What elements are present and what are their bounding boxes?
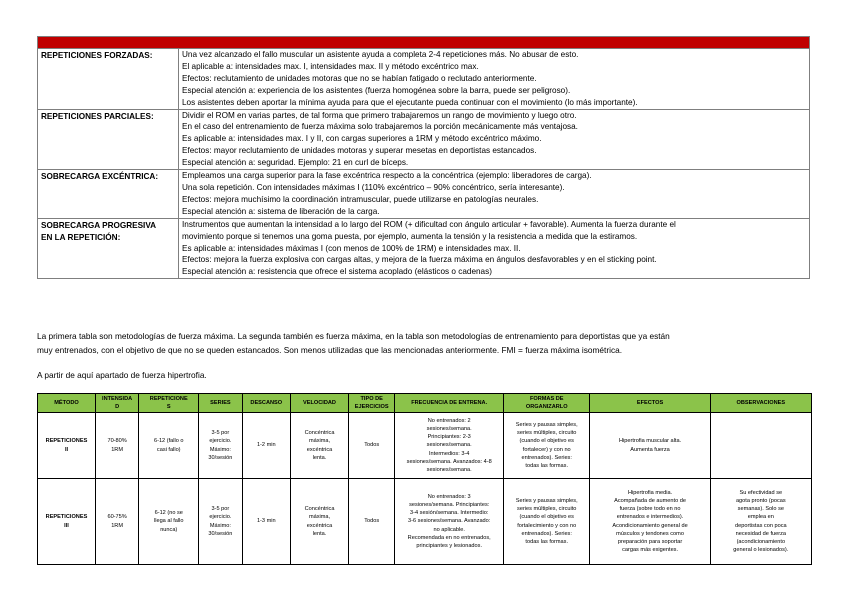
cell-line: Hipertrofia media. <box>627 489 673 496</box>
table-cell <box>710 479 811 565</box>
column-header <box>291 394 349 413</box>
method-label <box>38 49 179 110</box>
column-header <box>139 394 199 413</box>
method-label-line: REPETICIONES PARCIALES: <box>41 111 154 121</box>
cell-line: deportistas con poca <box>735 522 787 529</box>
method-label-line: SOBRECARGA PROGRESIVA <box>41 220 157 230</box>
method-row <box>38 218 810 279</box>
method-label <box>38 218 179 279</box>
cell-line: fortalecer) y con no <box>522 446 571 453</box>
table-cell <box>349 479 395 565</box>
cell-line: preparación para soportar <box>617 538 683 545</box>
cell-line: agota pronto (pocas <box>735 497 786 504</box>
cell-line: lenta. <box>312 454 327 461</box>
column-header <box>590 394 710 413</box>
table-cell <box>242 479 291 565</box>
description-line: Los asistentes deben aportar la mínima ayuda para que el ejecutante pueda continuar con el movimiento (lo más importante). <box>182 97 638 107</box>
cell-line: fuerza (sobre todo en no <box>619 506 681 513</box>
table-cell <box>199 413 242 479</box>
column-header-line: MÉTODO <box>54 399 79 406</box>
column-header-line: SERIES <box>210 399 231 406</box>
cell-line: Series y pausas simples, <box>515 497 578 504</box>
cell-line: Principiantes: 2-3 <box>427 434 471 441</box>
description-line: Una vez alcanzado el fallo muscular un asistente ayuda a completa 2-4 repeticiones más. No abusar de esto. <box>182 50 579 59</box>
cell-line: sesiones/semana. Avanzados: 4-8 <box>406 458 492 465</box>
cell-line: sesiones/semana. <box>426 425 472 432</box>
description-line: Efectos: reclutamiento de unidades motoras que no se habían fatigado o reclutado anteriormente. <box>182 73 537 83</box>
cell-line: casi fallo) <box>156 446 181 453</box>
table-cell <box>242 413 291 479</box>
table-cell <box>395 479 504 565</box>
column-header-line: FRECUENCIA DE ENTRENA. <box>411 399 488 406</box>
method-label-line: REPETICIONES FORZADAS: <box>41 51 153 60</box>
description-line: Efectos: mayor reclutamiento de unidades motoras y superar mesetas en deportistas estancados. <box>182 146 537 156</box>
cell-line: Concéntrica <box>304 506 335 513</box>
cell-line: 3-6 sesiones/semana. Avanzado: <box>408 518 491 525</box>
cell-line: Máximo: <box>209 446 231 453</box>
cell-line: lenta. <box>312 530 327 537</box>
description-line: Especial atención a: seguridad. Ejemplo: 21 en curl de bíceps. <box>182 158 409 168</box>
cell-line: REPETICIONES <box>45 438 88 445</box>
cell-line: 30/sesión <box>208 530 233 537</box>
method-row <box>38 49 810 110</box>
column-header <box>242 394 291 413</box>
method-description <box>179 49 810 110</box>
table-cell <box>349 413 395 479</box>
cell-line: series múltiples, circuito <box>517 430 577 437</box>
method-label-line: EN LA REPETICIÓN: <box>41 232 121 242</box>
cell-line: 30/sesión <box>208 454 233 461</box>
cell-line: 3-5 por <box>211 506 230 513</box>
cell-line: Acompañada de aumento de <box>614 497 686 504</box>
methods-table <box>37 36 810 279</box>
cell-line: II <box>64 446 69 453</box>
paragraph-line: muy entrenados, con el objetivo de que no se queden estancados. Son menos utilizadas que las mencionadas anteriormente. FMI = fuerza máxima isométrica. <box>37 345 623 355</box>
column-header <box>38 394 96 413</box>
method-label-line: SOBRECARGA EXCÉNTRICA: <box>41 172 159 182</box>
table-header-row <box>38 394 812 413</box>
column-header-line: EFECTOS <box>636 399 664 406</box>
cell-line: Concéntrica <box>304 430 335 437</box>
hypertrophy-table <box>37 393 812 565</box>
cell-line: sesiones/semana. Principiantes: <box>409 501 490 508</box>
method-description <box>179 109 810 170</box>
cell-line: entrenados e intermedios). <box>616 514 684 521</box>
cell-line: Todos <box>364 518 380 525</box>
column-header <box>504 394 590 413</box>
method-label <box>38 170 179 219</box>
table-cell <box>504 413 590 479</box>
table-row <box>38 413 812 479</box>
column-header-line: DESCANSO <box>250 399 283 406</box>
cell-line: músculos y tendones como <box>616 530 684 537</box>
table-cell <box>95 413 138 479</box>
description-line: Especial atención a: resistencia que ofrece el sistema acoplado (elásticos o cadenas) <box>182 267 492 277</box>
cell-line: principiantes y lesionados. <box>416 543 482 549</box>
description-line: Es aplicable a: intensidades max. I y II, con cargas superiores a 1RM y método excéntrico máximo. <box>182 134 542 144</box>
table-cell <box>504 479 590 565</box>
table-cell <box>590 479 710 565</box>
description-line: En el caso del entrenamiento de fuerza máxima solo trabajaremos la porción mecánicamente más ventajosa. <box>182 122 578 132</box>
cell-line: Acondicionamiento general de <box>612 522 688 529</box>
cell-line: Intermedios: 3-4 <box>428 450 470 457</box>
table-cell <box>395 413 504 479</box>
method-row <box>38 109 810 170</box>
cell-line: 6-12 (no se <box>154 510 183 517</box>
cell-line: llega al fallo <box>153 518 184 525</box>
table-header-bar <box>38 37 810 49</box>
table-cell <box>291 413 349 479</box>
cell-line: III <box>64 522 69 529</box>
table-cell <box>38 479 96 565</box>
cell-line: (acondicionamiento <box>736 538 786 545</box>
cell-line: 6-12 (fallo o <box>153 438 184 445</box>
cell-line: 70-80% <box>107 438 127 445</box>
column-header <box>199 394 242 413</box>
cell-line: nunca) <box>160 526 178 533</box>
cell-line: ejercicio. <box>209 514 232 521</box>
cell-line: No entrenados: 2 <box>427 417 471 424</box>
cell-line: entrenados). Series: <box>521 454 572 461</box>
cell-line: Recomendada en no entrenados, <box>407 534 491 541</box>
cell-line: REPETICIONES <box>45 514 88 521</box>
cell-line: cargas más exigentes. <box>622 547 679 554</box>
cell-line: series múltiples, circuito <box>517 506 577 513</box>
description-line: Instrumentos que aumentan la intensidad a lo largo del ROM (+ dificultad con ángulo articular + favorable). Aumenta la fuerza durante el <box>182 219 676 229</box>
table-cell <box>38 413 96 479</box>
table-cell <box>139 413 199 479</box>
cell-line: Todos <box>364 442 380 449</box>
cell-line: excéntrica <box>306 446 333 453</box>
method-row <box>38 170 810 219</box>
description-line: Una sola repetición. Con intensidades máximas I (110% excéntrico – 90% concéntrico, sería interesante). <box>182 182 565 192</box>
method-description <box>179 170 810 219</box>
column-header <box>95 394 138 413</box>
column-header <box>710 394 811 413</box>
cell-line: todas las formas. <box>525 462 569 469</box>
section-heading: A partir de aquí apartado de fuerza hipertrofia. <box>37 370 207 380</box>
column-header-line: S <box>166 404 171 410</box>
cell-line: 1RM <box>111 446 123 453</box>
description-paragraph <box>37 329 670 357</box>
table-cell <box>291 479 349 565</box>
cell-line: (cuando el objetivo es <box>519 514 574 521</box>
cell-line: semanas). Solo se <box>737 506 784 513</box>
cell-line: 1-2 min <box>256 442 276 449</box>
cell-line: no aplicable. <box>433 526 465 533</box>
cell-line: necesidad de fuerza <box>735 530 787 537</box>
description-line: Efectos: mejora muchísimo la coordinación intramuscular, puede utilizarse en patologías neurales. <box>182 194 539 204</box>
description-line: Efectos: mejora la fuerza explosiva con cargas altas, y mejora de la fuerza máxima en ángulos desfavorables y en el sticking point. <box>182 255 657 265</box>
cell-line: excéntrica <box>306 522 333 529</box>
cell-line: máxima, <box>308 438 331 445</box>
cell-line: 1-3 min <box>256 518 276 525</box>
cell-line: 60-75% <box>107 514 127 521</box>
column-header-line: EJERCICIOS <box>354 404 389 410</box>
column-header-line: ORGANIZARLO <box>525 404 568 410</box>
cell-line: Máximo: <box>209 522 231 529</box>
method-label <box>38 109 179 170</box>
cell-line: Series y pausas simples, <box>515 421 578 428</box>
description-line: Especial atención a: sistema de liberación de la carga. <box>182 206 380 216</box>
cell-line: general o lesionados). <box>733 547 789 554</box>
column-header-line: D <box>115 404 120 410</box>
cell-line: (cuando el objetivo es <box>519 438 574 445</box>
cell-line: 1RM <box>111 522 123 529</box>
column-header-line: REPETICIONE <box>149 395 188 402</box>
table-cell <box>139 479 199 565</box>
table-cell <box>199 479 242 565</box>
cell-line: Aumenta fuerza <box>630 446 670 453</box>
cell-line: ejercicio. <box>209 438 232 445</box>
cell-line: todas las formas. <box>525 538 569 545</box>
paragraph-line: La primera tabla son metodologías de fuerza máxima. La segunda también es fuerza máxima, en la tabla son metodologías de entrenamiento para deportistas que ya están <box>37 331 670 341</box>
column-header-line: TIPO DE <box>360 395 383 402</box>
cell-line: 3-5 por <box>211 430 230 437</box>
column-header-line: OBSERVACIONES <box>736 399 786 406</box>
cell-line: sesiones/semana. <box>426 467 472 473</box>
table-cell <box>590 413 710 479</box>
description-line: El aplicable a: intensidades max. I, intensidades max. II y método excéntrico max. <box>182 61 479 71</box>
table-row <box>38 479 812 565</box>
cell-line: Su efectividad se <box>739 489 783 496</box>
column-header-line: VELOCIDAD <box>303 399 336 406</box>
cell-line: sesiones/semana. <box>426 442 472 449</box>
column-header <box>349 394 395 413</box>
column-header <box>395 394 504 413</box>
cell-line: emplea en <box>747 514 774 521</box>
description-line: Empleamos una carga superior para la fase excéntrica respecto a la concéntrica (ejemplo: liberadores de carga). <box>182 171 592 181</box>
cell-line: Hipertrofia muscular alta. <box>618 438 682 445</box>
table-cell <box>710 413 811 479</box>
cell-line: No entrenados: 3 <box>427 493 471 500</box>
cell-line: entrenados). Series: <box>521 530 572 537</box>
description-line: Dividir el ROM en varias partes, de tal forma que primero trabajaremos un rango de movimiento y luego otro. <box>182 110 577 120</box>
column-header-line: INTENSIDA <box>102 395 133 402</box>
method-description <box>179 218 810 279</box>
cell-line: máxima, <box>308 514 331 521</box>
description-line: Especial atención a: experiencia de los asistentes (fuerza homogénea sobre la barra, puede ser peligroso). <box>182 85 571 95</box>
table-cell <box>95 479 138 565</box>
description-line: Es aplicable a: intensidades máximas I (con menos de 100% de 1RM) e intensidades max. II. <box>182 243 521 253</box>
cell-line: 3-4 sesión/semana. Intermedio: <box>410 510 489 517</box>
column-header-line: FORMAS DE <box>529 395 564 402</box>
cell-line: fortalecimiento y con no <box>517 522 577 529</box>
description-line: movimiento porque si tenemos una goma puesta, por ejemplo, aumenta la tensión y la resistencia a medida que la estiramos. <box>182 231 638 241</box>
